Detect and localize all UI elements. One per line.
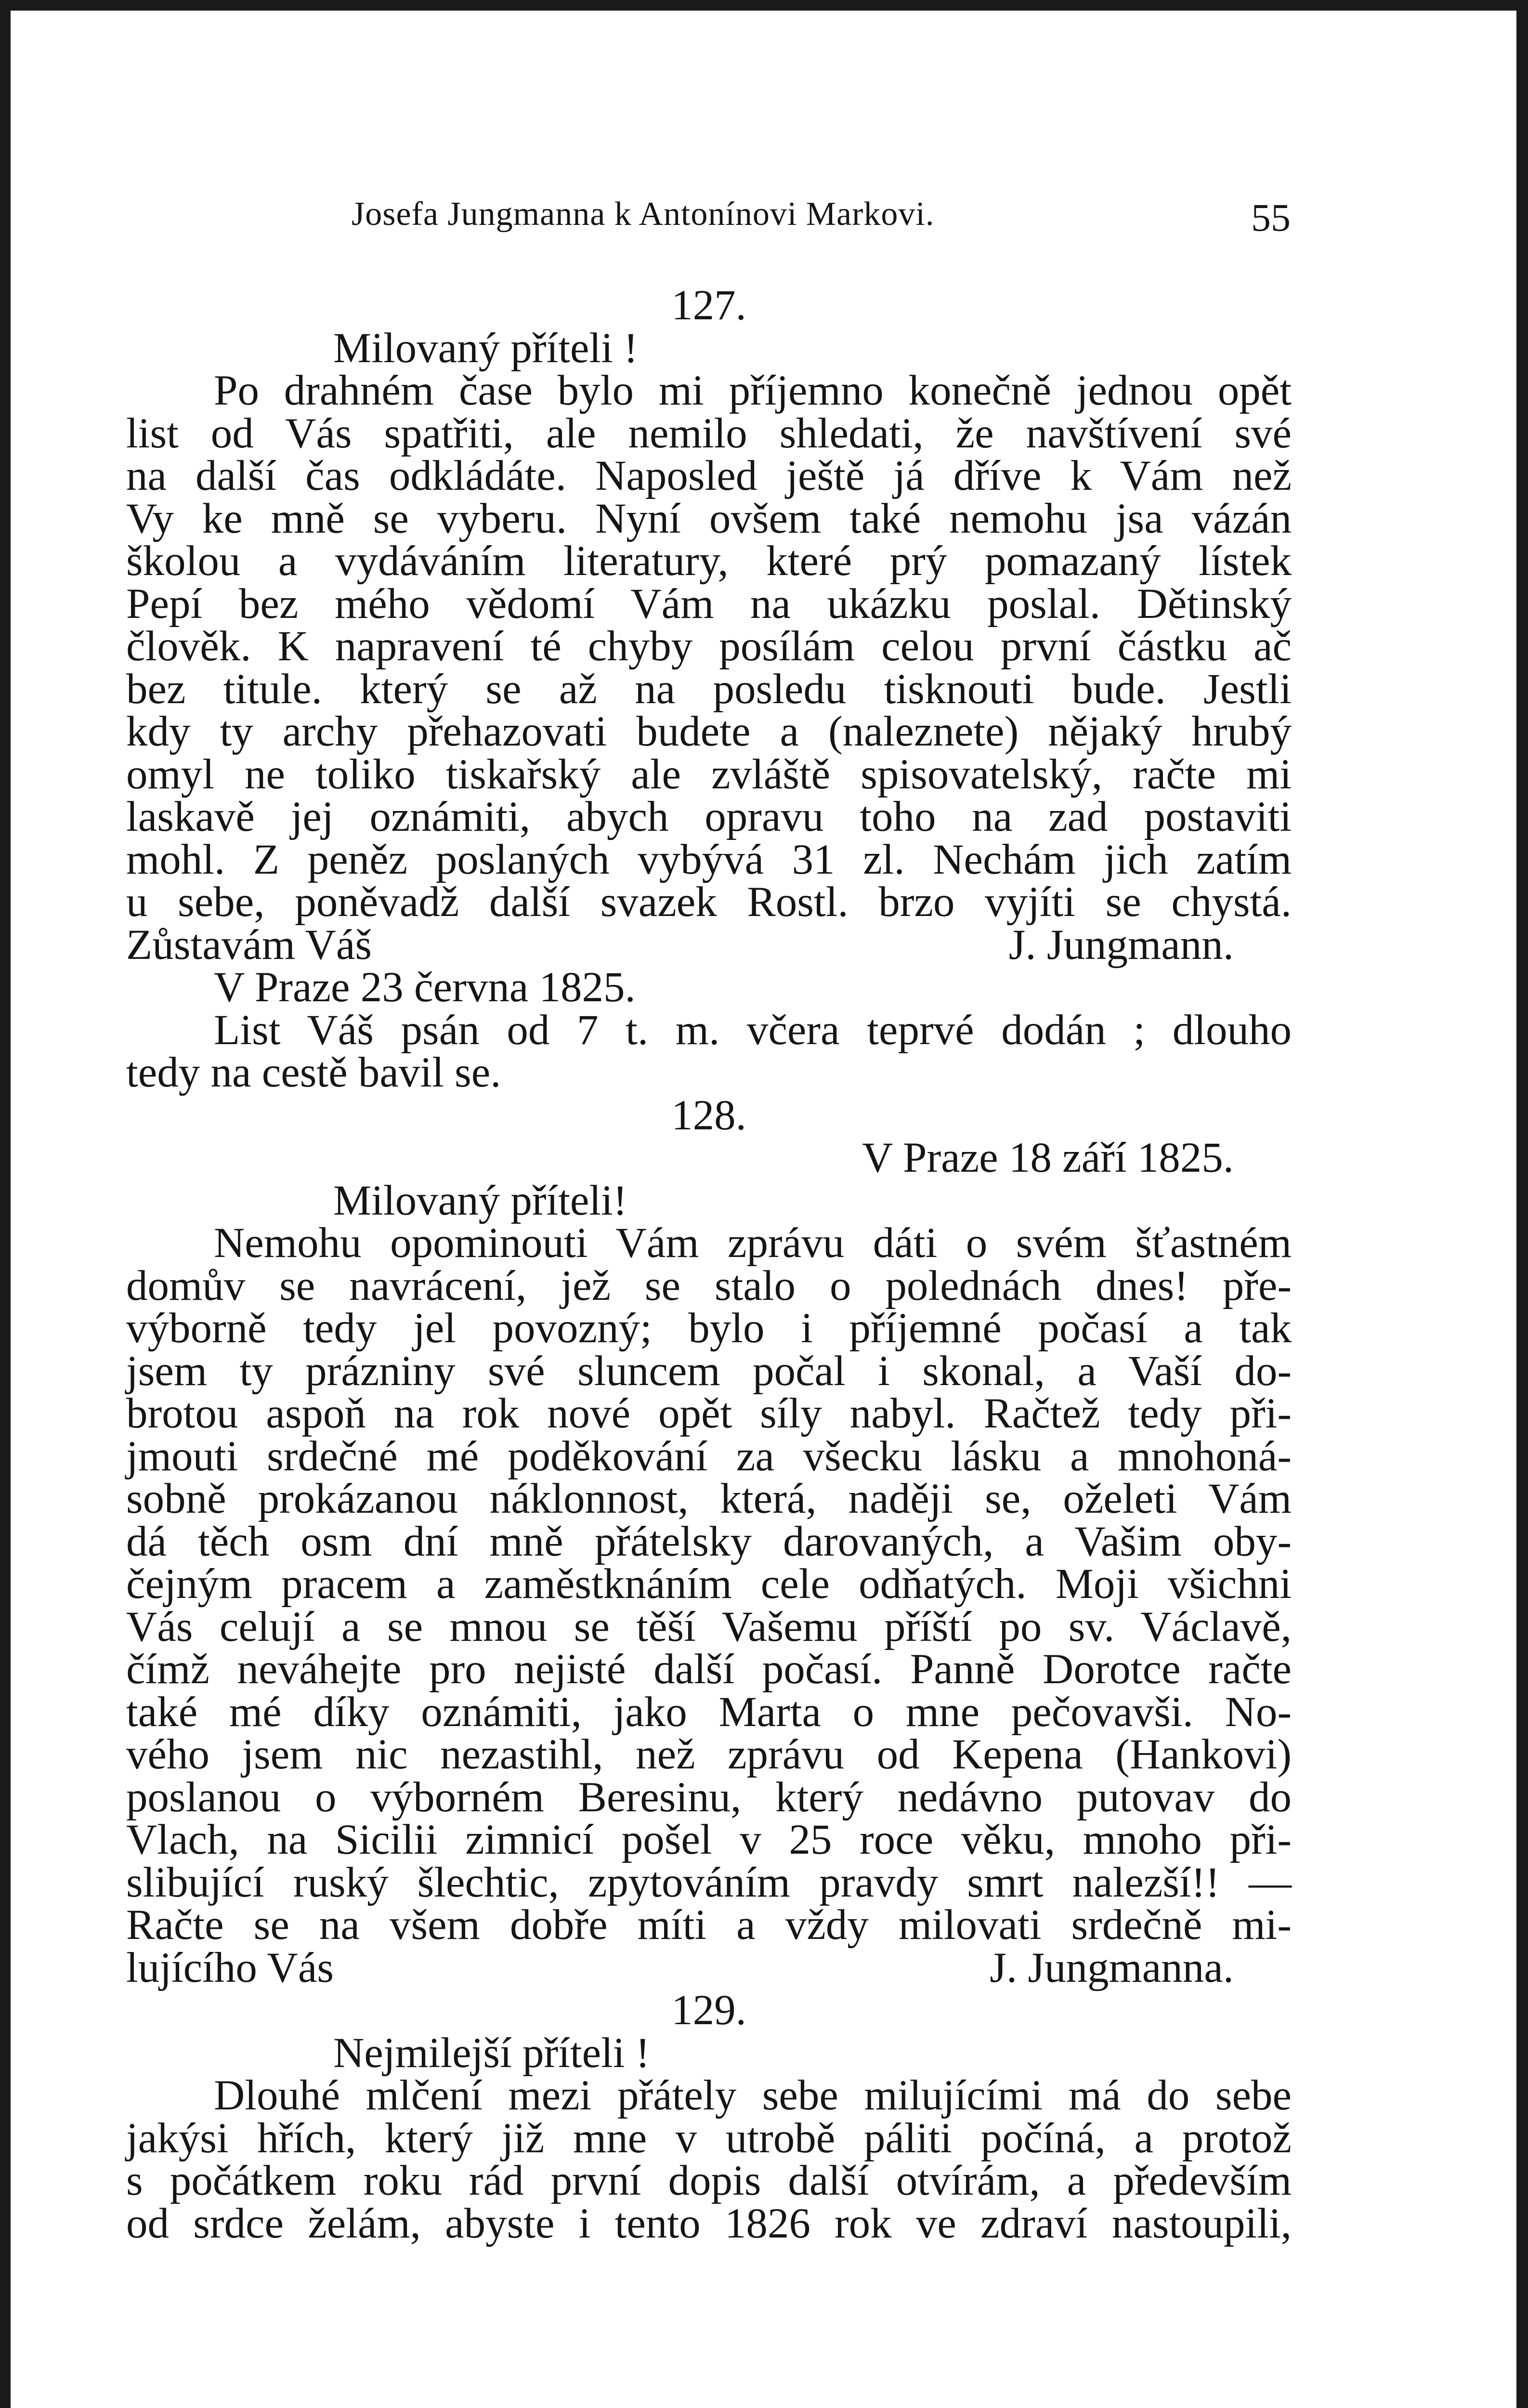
text-line: jmouti srdečné mé poděkování za všecku lásku a mnohoná- (126, 1432, 1292, 1480)
text-line: Vlach, na Sicilii zimnicí pošel v 25 roce věku, mnoho při- (126, 1816, 1292, 1863)
closing: Zůstavám Váš (126, 921, 372, 968)
text-line: u sebe, poněvadž další svazek Rostl. brzo vyjíti se chystá. (126, 878, 1292, 926)
postscript-line: List Váš psán od 7 t. m. včera teprvé dodán ; dlouho (214, 1006, 1292, 1054)
closing-line (126, 921, 1292, 968)
text-line: na další čas odkládáte. Naposled ještě já dříve k Vám než (126, 452, 1292, 499)
text-line: slibující ruský šlechtic, zpytováním pravdy smrt nalezší!! — (126, 1858, 1292, 1906)
text-line: Račte se na všem dobře míti a vždy milovati srdečně mi- (126, 1901, 1292, 1949)
text-line: výborně tedy jel povozný; bylo i příjemné počasí a tak (126, 1305, 1292, 1352)
signature: J. Jungmanna. (990, 1944, 1234, 1991)
closing: lujícího Vás (126, 1944, 334, 1991)
text-line: jakýsi hřích, který již mne v utrobě páliti počíná, a protož (126, 2114, 1292, 2162)
scan-border-right (1516, 0, 1528, 2408)
text-line: laskavě jej oznámiti, abych opravu toho na zad postaviti (126, 793, 1292, 840)
text-line: s počátkem roku rád první dopis další otvírám, a především (126, 2157, 1292, 2204)
text-line: poslanou o výborném Beresinu, který nedávno putovav do (126, 1773, 1292, 1821)
text-line: Vy ke mně se vyberu. Nyní ovšem také nemohu jsa vázán (126, 495, 1292, 542)
scan-border-top (0, 0, 1528, 11)
text-line: od srdce želám, abyste i tento 1826 rok ve zdraví nastoupili, (126, 2199, 1292, 2247)
postscript-line: tedy na cestě bavil se. (126, 1049, 501, 1096)
signature: J. Jungmann. (1008, 921, 1234, 968)
letter-number: 127. (671, 282, 746, 329)
salutation: Nejmilejší příteli ! (333, 2029, 650, 2077)
page-header (352, 195, 1291, 239)
text-line: Nemohu opominouti Vám zprávu dáti o svém šťastném (214, 1219, 1292, 1267)
page-body (126, 284, 1292, 2245)
text-line: mohl. Z peněz poslaných vybývá 31 zl. Nechám jich zatím (126, 836, 1292, 883)
text-line: školou a vydáváním literatury, které prý pomazaný lístek (126, 537, 1292, 585)
closing-line (126, 1944, 1292, 1991)
text-line: kdy ty archy přehazovati budete a (naleznete) nějaký hrubý (126, 708, 1292, 755)
scan-border-left (0, 0, 11, 2408)
text-line: také mé díky oznámiti, jako Marta o mne pečovavši. No- (126, 1688, 1292, 1736)
text-line: dá těch osm dní mně přátelsky darovaných, a Vašim oby- (126, 1518, 1292, 1565)
text-line: čejným pracem a zaměstknáním cele odňatých. Moji všichni (126, 1560, 1292, 1608)
text-line: Vás celují a se mnou se těší Vašemu příští po sv. Václavě, (126, 1603, 1292, 1650)
running-title: Josefa Jungmanna k Antonínovi Markovi. (352, 196, 935, 233)
text-line: Dlouhé mlčení mezi přátely sebe milujícími má do sebe (214, 2072, 1292, 2119)
text-line: Pepí bez mého vědomí Vám na ukázku poslal. Dětinský (126, 580, 1292, 628)
place-date: V Praze 18 září 1825. (862, 1134, 1234, 1181)
text-line: domův se navrácení, jež se stalo o polednách dnes! pře- (126, 1262, 1292, 1309)
salutation: Milovaný příteli! (333, 1177, 627, 1224)
text-line: bez titule. který se až na posledu tisknouti bude. Jestli (126, 665, 1292, 713)
text-line: brotou aspoň na rok nové opět síly nabyl. Račtež tedy při- (126, 1390, 1292, 1437)
letter-number: 129. (671, 1987, 746, 2034)
text-line: Po drahném čase bylo mi příjemno konečně jednou opět (214, 367, 1292, 414)
text-line: jsem ty prázniny své sluncem počal i skonal, a Vaší do- (126, 1347, 1292, 1395)
text-line: list od Vás spatřiti, ale nemilo shledati, že navštívení své (126, 409, 1292, 457)
text-line: sobně prokázanou náklonnost, která, naději se, oželeti Vám (126, 1475, 1292, 1522)
text-line: čímž neváhejte pro nejisté další počasí. Panně Dorotce račte (126, 1646, 1292, 1693)
letter-number: 128. (671, 1091, 746, 1139)
text-line: člověk. K napravení té chyby posílám celou první částku ač (126, 623, 1292, 670)
text-line: vého jsem nic nezastihl, než zprávu od Kepena (Hankovi) (126, 1731, 1292, 1778)
letter-date: V Praze 23 června 1825. (214, 964, 636, 1011)
page-number: 55 (1251, 196, 1291, 239)
salutation: Milovaný příteli ! (333, 324, 638, 372)
text-line: omyl ne toliko tiskařský ale zvláště spisovatelský, račte mi (126, 750, 1292, 798)
